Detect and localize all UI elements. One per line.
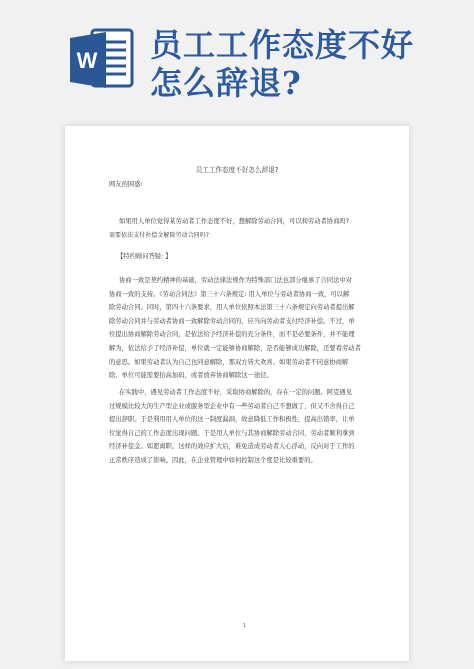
text-line: 协商一致的支持。《劳动合同法》第三十六条规定: 用人单位与劳动者协商一致，可以解 (109, 290, 350, 298)
text-line: 提出辞职。于是利用用人单位的这一制度漏洞，故意降低工作积极性，提高出错率，让单 (109, 416, 355, 424)
paragraph-practice (109, 386, 367, 468)
banner (0, 0, 474, 110)
document-page (65, 126, 409, 661)
word-document-icon (66, 24, 138, 96)
text-line: 【特约顾问答疑: 】 (117, 253, 172, 260)
text-line: 经济补偿金。如愿离职。这样的效应扩大后，难免造成劳动者人心浮动，反向对于工作的 (109, 443, 355, 451)
text-line: 的意思。如果劳动者认为自己也同意解除，那双方皆大欢喜。如果劳动者不同意协商解 (109, 358, 349, 366)
text-line: 过规模比较大的生产型企业或服务型企业中有一些劳动者自己不想做了，但又不舍得自己 (109, 402, 355, 410)
text-line: 除劳动合同。同时，第四十六条要求，用人单位依照本法第三十六条规定向劳动者提出解 (109, 304, 355, 312)
text-line: 需要依法支付补偿金解除劳动合同吗? (109, 231, 209, 239)
text-line: 位觉得自己的工作态度出现问题。于是用人单位与其协商解除劳动合同，劳动者顺利拿到 (109, 429, 355, 437)
text-line: 协商一致是契约精神的基础，劳动法律法规作为特殊部门法也部分继承了合同法中对 (119, 277, 352, 284)
text-line: 除，单位可能需要抬高加码，或者放弃协商解除这一途径。 (109, 372, 273, 380)
text-line: 除劳动合同并与劳动者协商一致解除劳动合同的，应当向劳动者支付经济补偿。不过，单 (109, 317, 355, 325)
text-line: 解为，依法给予了经济补偿，单位就一定能够协商解除，是否能够成功解除，还要看劳动者 (109, 344, 361, 352)
banner-title-line-1: 员工工作态度不好 (150, 26, 415, 64)
text-line: 网友的困惑: (109, 181, 143, 188)
page-number: 1 (243, 623, 247, 629)
text-line: 在实践中，遇见劳动者工作态度不好，采取协商解除的，存在一定的问题。阿克遇见 (119, 389, 352, 396)
text-line: 位提出协商解除劳动合同，是依法给予经济补偿的充分条件，而不是必要条件，并不能理 (109, 331, 355, 339)
document-title: 员工工作态度不好怎么辞退? (195, 166, 279, 174)
banner-title-line-2: 怎么辞退? (150, 64, 302, 102)
paragraph-intro (109, 178, 367, 192)
text-line: 正常秩序造成了影响。因此，在企业管理中如何控制这个度是比较重要的。 (109, 456, 317, 464)
paragraph-question (109, 215, 377, 242)
paragraph-answer-body (109, 274, 367, 383)
paragraph-answer-heading (117, 250, 375, 264)
word-logo-letter: W (76, 48, 98, 73)
text-line: 如果用人单位觉得某劳动者工作态度不好，想解除劳动合同，可以和劳动者协商吗? (119, 218, 350, 225)
